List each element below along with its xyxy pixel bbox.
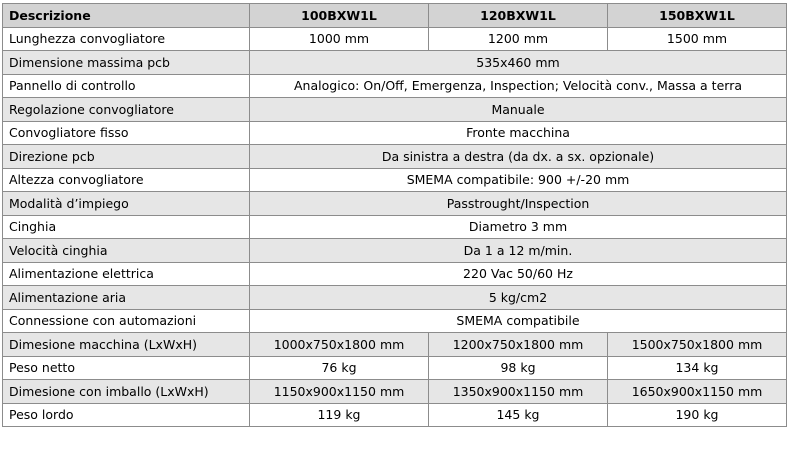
row-value-shared: Fronte macchina	[250, 121, 787, 145]
row-value-shared: Diametro 3 mm	[250, 215, 787, 239]
row-value: 134 kg	[608, 356, 787, 380]
row-label: Dimensione massima pcb	[3, 51, 250, 75]
row-value-shared: Manuale	[250, 98, 787, 122]
row-value: 119 kg	[250, 403, 429, 427]
table-row	[3, 309, 787, 333]
spec-table	[2, 3, 787, 427]
row-label: Pannello di controllo	[3, 74, 250, 98]
row-label: Dimesione macchina (LxWxH)	[3, 333, 250, 357]
row-label: Regolazione convogliatore	[3, 98, 250, 122]
row-value: 1150x900x1150 mm	[250, 380, 429, 404]
header-row	[3, 4, 787, 28]
row-value: 1500 mm	[608, 27, 787, 51]
row-label: Dimesione con imballo (LxWxH)	[3, 380, 250, 404]
row-value: 98 kg	[429, 356, 608, 380]
row-label: Altezza convogliatore	[3, 168, 250, 192]
table-row	[3, 403, 787, 427]
row-label: Cinghia	[3, 215, 250, 239]
row-value: 190 kg	[608, 403, 787, 427]
row-label: Velocità cinghia	[3, 239, 250, 263]
row-value: 1000x750x1800 mm	[250, 333, 429, 357]
row-label: Connessione con automazioni	[3, 309, 250, 333]
table-row	[3, 27, 787, 51]
row-value: 1000 mm	[250, 27, 429, 51]
table-row	[3, 286, 787, 310]
row-value: 145 kg	[429, 403, 608, 427]
row-label: Modalità d’impiego	[3, 192, 250, 216]
header-description: Descrizione	[3, 4, 250, 28]
table-row	[3, 168, 787, 192]
table-row	[3, 333, 787, 357]
table-row	[3, 74, 787, 98]
row-value: 1200x750x1800 mm	[429, 333, 608, 357]
table-row	[3, 145, 787, 169]
table-row	[3, 98, 787, 122]
header-model-100: 100BXW1L	[250, 4, 429, 28]
row-label: Lunghezza convogliatore	[3, 27, 250, 51]
row-label: Peso lordo	[3, 403, 250, 427]
table-row	[3, 215, 787, 239]
row-value-shared: SMEMA compatibile	[250, 309, 787, 333]
row-label: Direzione pcb	[3, 145, 250, 169]
table-row	[3, 192, 787, 216]
row-label: Alimentazione elettrica	[3, 262, 250, 286]
spec-table-body	[3, 27, 787, 427]
table-row	[3, 262, 787, 286]
row-value: 1650x900x1150 mm	[608, 380, 787, 404]
row-value: 1350x900x1150 mm	[429, 380, 608, 404]
row-value-shared: Passtrought/Inspection	[250, 192, 787, 216]
row-label: Alimentazione aria	[3, 286, 250, 310]
header-model-120: 120BXW1L	[429, 4, 608, 28]
table-row	[3, 356, 787, 380]
row-value-shared: 220 Vac 50/60 Hz	[250, 262, 787, 286]
row-value-shared: 5 kg/cm2	[250, 286, 787, 310]
row-value: 76 kg	[250, 356, 429, 380]
row-value-shared: Da 1 a 12 m/min.	[250, 239, 787, 263]
row-value-shared: 535x460 mm	[250, 51, 787, 75]
row-label: Peso netto	[3, 356, 250, 380]
table-row	[3, 121, 787, 145]
row-label: Convogliatore fisso	[3, 121, 250, 145]
header-model-150: 150BXW1L	[608, 4, 787, 28]
row-value: 1200 mm	[429, 27, 608, 51]
row-value-shared: SMEMA compatibile: 900 +/-20 mm	[250, 168, 787, 192]
row-value-shared: Analogico: On/Off, Emergenza, Inspection; Velocità conv., Massa a terra	[250, 74, 787, 98]
table-row	[3, 51, 787, 75]
row-value: 1500x750x1800 mm	[608, 333, 787, 357]
table-row	[3, 239, 787, 263]
row-value-shared: Da sinistra a destra (da dx. a sx. opzionale)	[250, 145, 787, 169]
table-row	[3, 380, 787, 404]
